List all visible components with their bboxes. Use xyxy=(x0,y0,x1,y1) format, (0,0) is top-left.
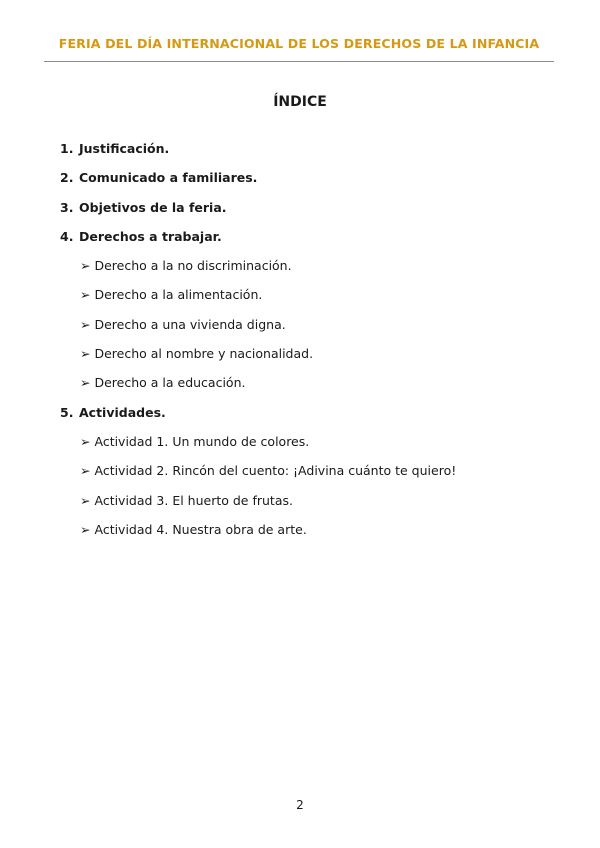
toc-subitem-label: Derecho a la educación. xyxy=(94,375,246,391)
arrowhead-bullet-icon: ➢ xyxy=(80,287,91,303)
toc-entry-number: 3. xyxy=(60,199,74,215)
toc-subitem-label: Actividad 1. Un mundo de colores. xyxy=(94,433,310,449)
toc-item xyxy=(60,229,560,405)
toc-subitem-label: Actividad 4. Nuestra obra de arte. xyxy=(94,521,307,537)
toc-subitem xyxy=(60,434,560,463)
toc-entry xyxy=(60,141,560,170)
toc-item xyxy=(60,200,560,229)
toc-subitem xyxy=(60,287,560,316)
toc-subitem xyxy=(60,463,560,492)
toc-entry xyxy=(60,405,560,434)
toc-subitem-label: Derecho a una vivienda digna. xyxy=(94,316,286,332)
arrowhead-bullet-icon: ➢ xyxy=(80,346,91,362)
toc-entry-label: Justificación. xyxy=(79,141,170,156)
toc-item xyxy=(60,170,560,199)
toc-entry-number: 5. xyxy=(60,404,74,420)
toc-item xyxy=(60,405,560,551)
toc-entry xyxy=(60,229,560,258)
arrowhead-bullet-icon: ➢ xyxy=(80,258,91,274)
header-divider xyxy=(44,61,554,62)
toc-subitem-label: Derecho al nombre y nacionalidad. xyxy=(94,346,314,362)
toc-entry-number: 1. xyxy=(60,141,74,156)
toc-entry-label: Actividades. xyxy=(79,404,166,420)
toc-sublist xyxy=(60,434,560,551)
toc-entry-label: Comunicado a familiares. xyxy=(79,170,258,186)
toc-subitem-label: Actividad 2. Rincón del cuento: ¡Adivina cuánto te quiero! xyxy=(94,463,457,479)
toc-subitem xyxy=(60,346,560,375)
toc-entry xyxy=(60,170,560,199)
toc-entry-number: 2. xyxy=(60,170,74,186)
toc-subitem xyxy=(60,258,560,287)
toc-subitem xyxy=(60,522,560,551)
toc-subitem xyxy=(60,493,560,522)
toc-subitem-label: Actividad 3. El huerto de frutas. xyxy=(94,492,293,508)
arrowhead-bullet-icon: ➢ xyxy=(80,433,91,449)
index-title: ÍNDICE xyxy=(273,94,327,110)
table-of-contents xyxy=(60,141,560,551)
toc-subitem xyxy=(60,317,560,346)
arrowhead-bullet-icon: ➢ xyxy=(80,463,91,479)
toc-subitem-label: Derecho a la alimentación. xyxy=(94,287,263,303)
document-header-title: FERIA DEL DÍA INTERNACIONAL DE LOS DERECHOS DE LA INFANCIA xyxy=(58,36,540,51)
toc-entry-number: 4. xyxy=(60,228,74,244)
arrowhead-bullet-icon: ➢ xyxy=(80,492,91,508)
toc-subitem-label: Derecho a la no discriminación. xyxy=(94,258,292,274)
toc-subitem xyxy=(60,375,560,404)
arrowhead-bullet-icon: ➢ xyxy=(80,521,91,537)
toc-entry xyxy=(60,200,560,229)
toc-entry-label: Derechos a trabajar. xyxy=(79,228,222,244)
toc-sublist xyxy=(60,258,560,404)
arrowhead-bullet-icon: ➢ xyxy=(80,316,91,332)
page-number: 2 xyxy=(296,798,304,812)
toc-entry-label: Objetivos de la feria. xyxy=(79,199,227,215)
toc-item xyxy=(60,141,560,170)
arrowhead-bullet-icon: ➢ xyxy=(80,375,91,391)
